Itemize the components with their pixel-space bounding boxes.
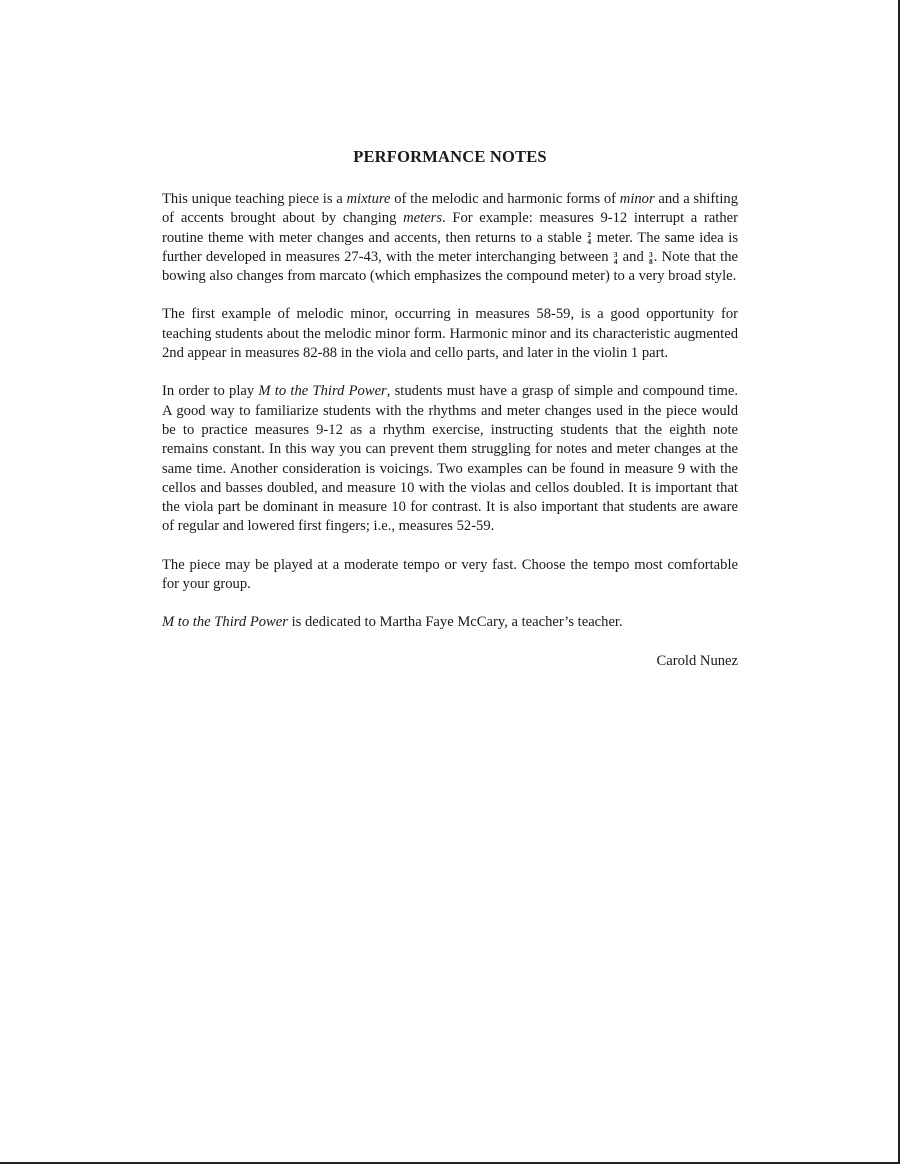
paragraph-melodic-minor: The first example of melodic minor, occurring in measures 58-59, is a good opportunity for teaching students about the melodic minor form. Harmonic minor and its characteristic augmented 2nd appear in measures 82-88 in the viola and cello parts, and later in the violin 1 part. (162, 306, 738, 362)
text-run: This unique teaching piece is a (162, 191, 347, 207)
page-title: PERFORMANCE NOTES (353, 147, 547, 166)
time-signature-top: 3 (613, 249, 618, 259)
document-body (162, 146, 738, 671)
text-run: and a shifting of accents brought about by changing (162, 191, 738, 227)
time-signature-bottom: 4 (587, 237, 592, 247)
emphasis-meters: meters (403, 210, 443, 227)
text-run: of the melodic and harmonic forms of (390, 191, 620, 207)
text-run: . For example: measures 9-12 interrupt a rather routine theme with meter changes and accents, then returns to a stable (162, 210, 738, 246)
time-signature-top: 3 (648, 249, 653, 259)
paragraph-meter-practice (162, 382, 738, 536)
paragraph-tempo: The piece may be played at a moderate tempo or very fast. Choose the tempo most comfortable for your group. (162, 556, 738, 593)
emphasis-piece-title: M to the Third Power (162, 614, 288, 631)
text-run: meter. The same idea is further developed in measures 27-43, with the meter interchanging between (162, 229, 739, 265)
text-run: is dedicated to Martha Faye McCary, a teacher’s teacher. (287, 614, 623, 631)
text-run: and (618, 248, 648, 265)
author-signature: Carold Nunez (656, 652, 738, 669)
emphasis-piece-title: M to the Third Power (258, 383, 387, 400)
text-run: , students must have a grasp of simple and compound time. A good way to familiarize students with the rhythms and meter changes used in the piece would be to practice measures 9-12 as a rhythm exercise, instructing students that the eighth note remains constant. In this way you can prevent them struggling for notes and meter changes at the same time. Another consideration is voicings. Two examples can be found in measure 9 with the cellos and basses doubled, and measure 10 with the violas and cellos doubled. It is important that the viola part be dominant in measure 10 for contrast. It is also important that students are aware of regular and lowered first fingers; i.e., measures 52-59. (162, 383, 739, 535)
text-run: In order to play (162, 383, 259, 400)
time-signature-top: 2 (587, 230, 592, 240)
paragraph-intro (162, 190, 738, 286)
paragraph-dedication (162, 613, 738, 632)
emphasis-minor: minor (619, 191, 655, 207)
emphasis-mixture: mixture (346, 191, 391, 207)
time-signature-2-4 (587, 231, 591, 245)
time-signature-bottom: 4 (613, 256, 618, 266)
time-signature-bottom: 8 (648, 256, 653, 266)
time-signature-3-8 (649, 251, 653, 265)
text-run: . Note that the bowing also changes from marcato (which emphasizes the compound meter) to a very broad style. (162, 248, 738, 285)
time-signature-3-4 (614, 251, 618, 265)
